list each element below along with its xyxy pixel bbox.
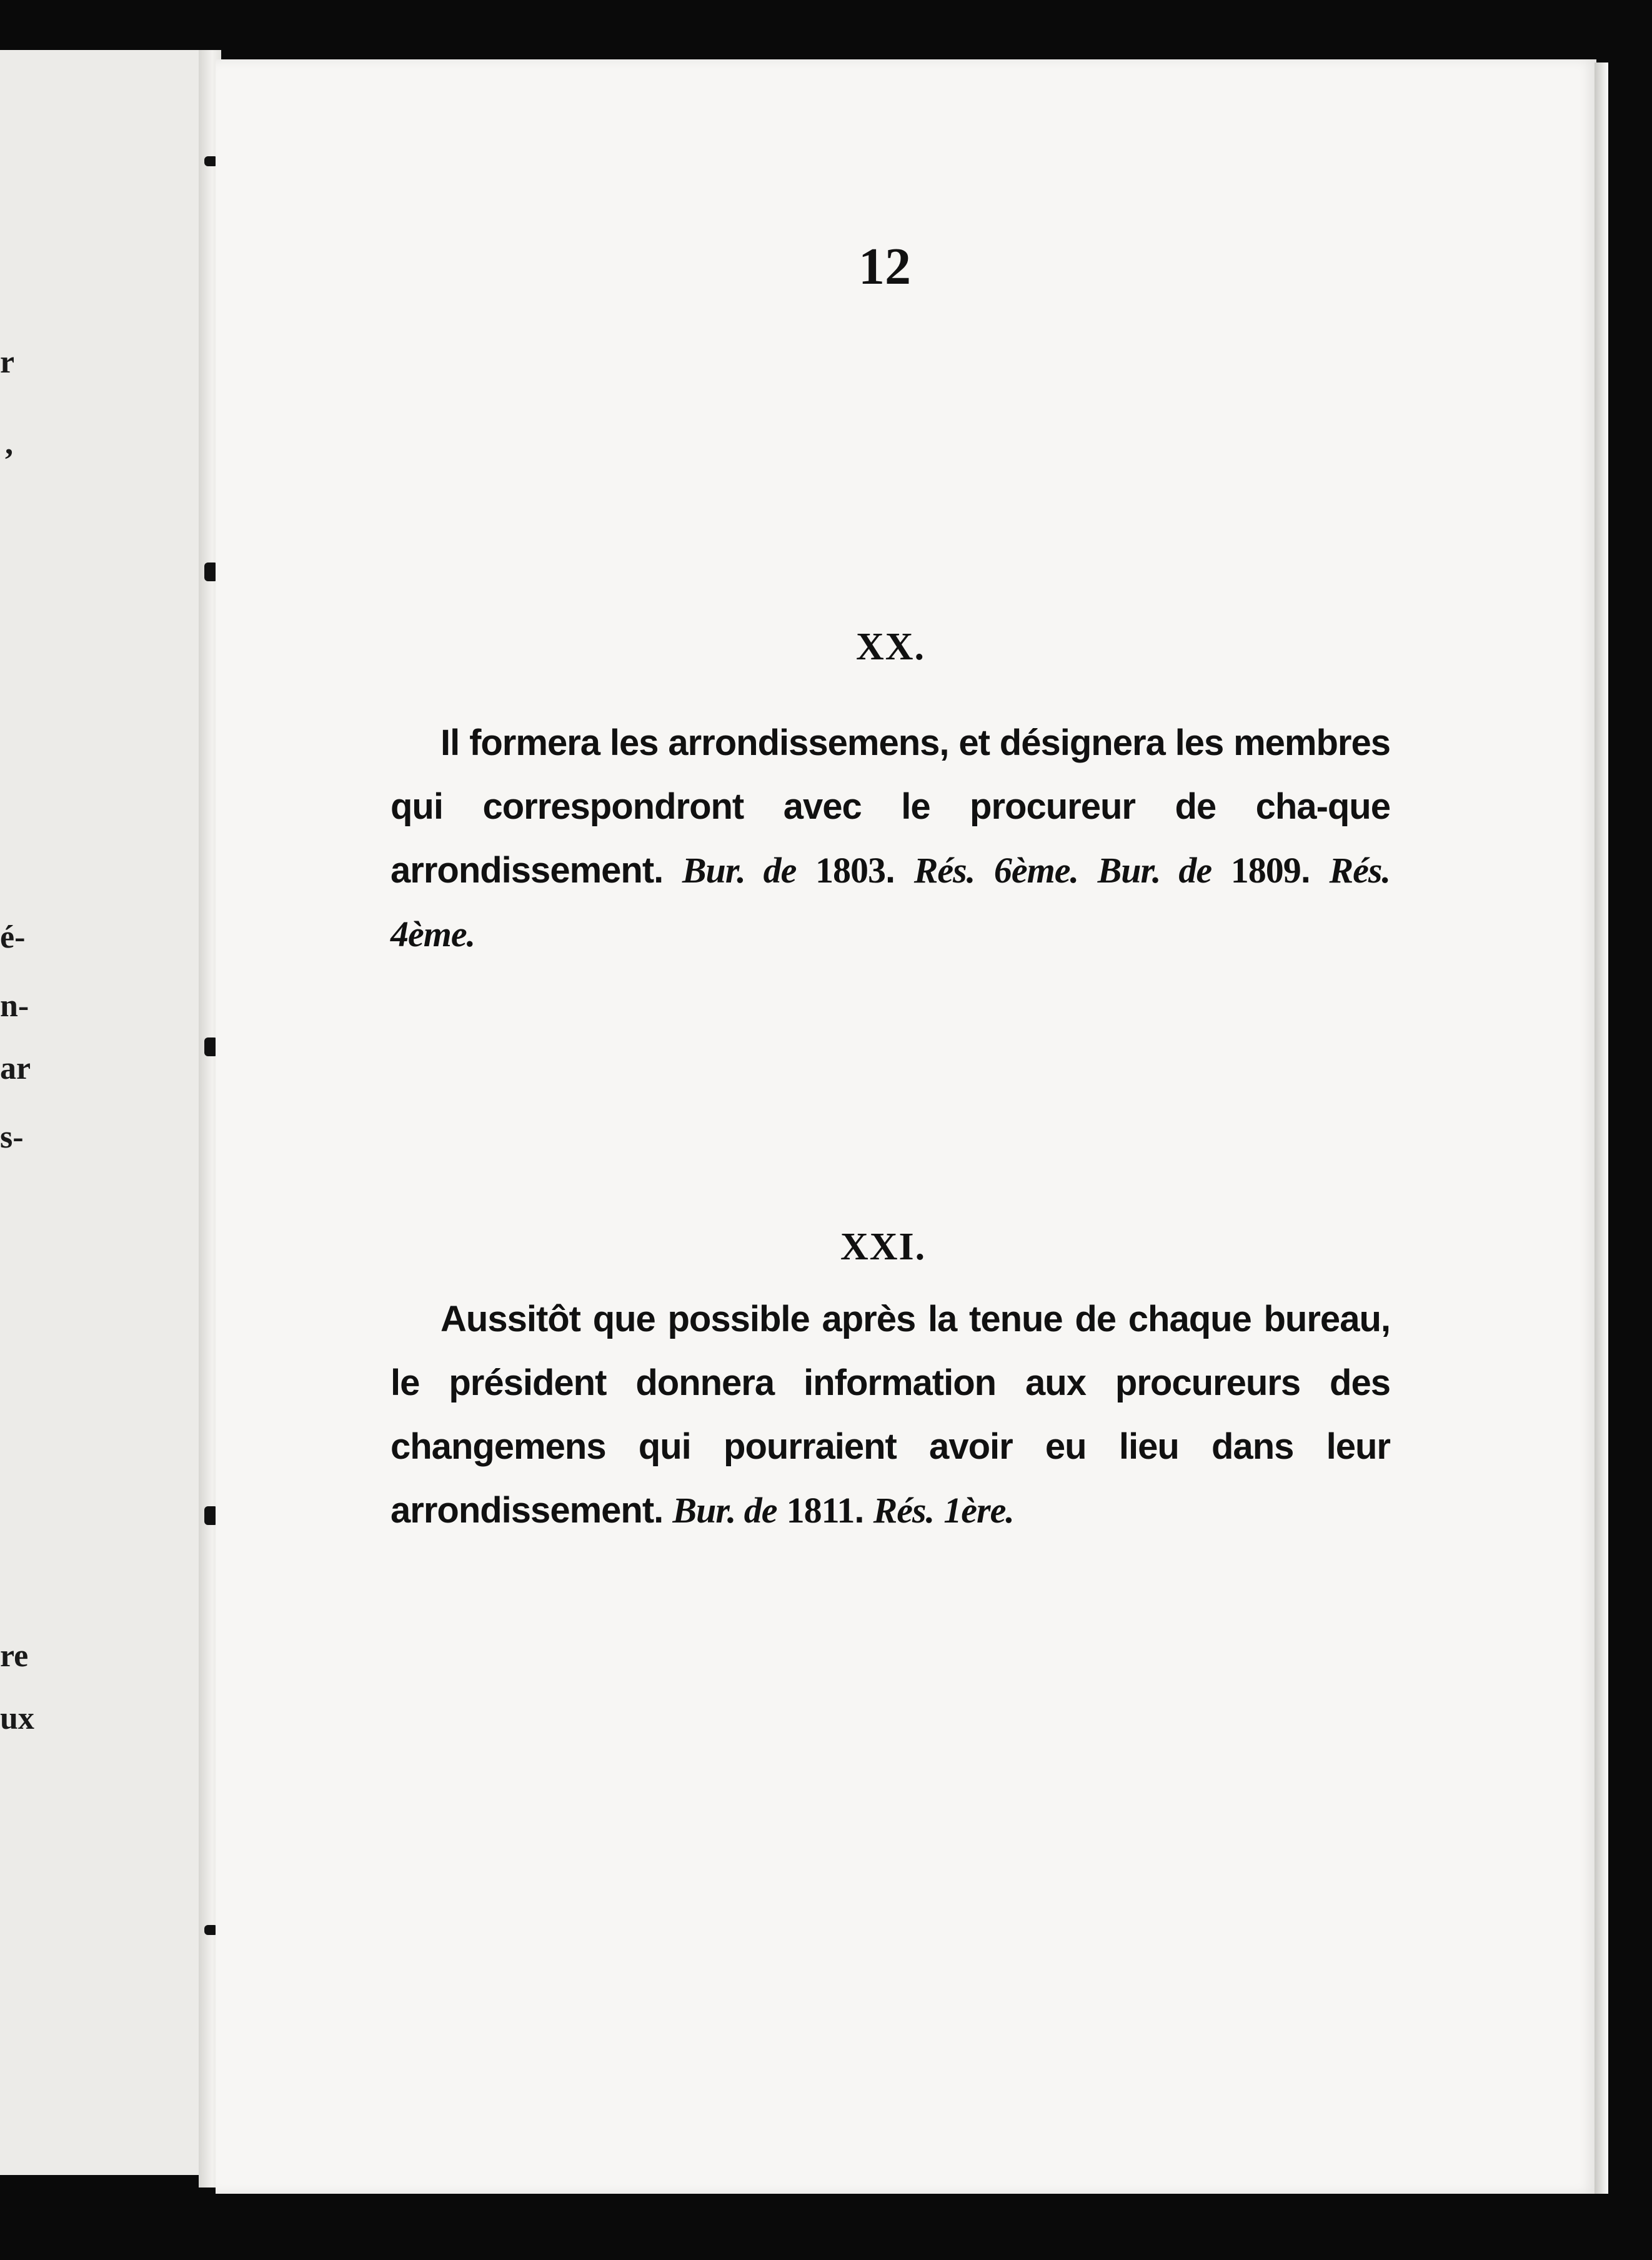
left-page [0, 50, 216, 2175]
resolution-label: Rés. [913, 850, 975, 891]
left-page-fragment: re [0, 1638, 29, 1674]
section-heading: XX. [856, 626, 926, 668]
section-paragraph: Il formera les arrondissemens, et désignera les membres qui correspondront avec le procureur de cha-que arrondissement. Bur. de 1803. Rés. 6ème. Bur. de 1809. Rés. 4ème. [391, 722, 1390, 954]
left-page-fragment: r [0, 344, 15, 380]
resolution-label: Rés. [873, 1490, 935, 1531]
reference-label: Bur. de [672, 1490, 777, 1531]
reference-year: 1811 [786, 1490, 855, 1531]
resolution-number: 4ème. [391, 914, 475, 954]
left-page-fragment: é- [0, 919, 26, 955]
page-number: 12 [858, 238, 911, 296]
reference-year: 1809 [1230, 850, 1301, 891]
left-page-fragment: ar [0, 1051, 31, 1086]
left-page-fragment: , [5, 426, 13, 461]
resolution-number: 6ème. [993, 850, 1078, 891]
left-page-fragment: ux [0, 1701, 34, 1736]
section-paragraph: Aussitôt que possible après la tenue de chaque bureau, le président donnera information aux procureurs des changemens qui pourraient avoir eu lieu dans leur arrondissement. Bur. de 1811. Rés. 1ère. [391, 1299, 1390, 1531]
left-page-fragment: s- [0, 1119, 24, 1155]
section-text: Aussitôt que possible après la tenue de chaque bureau, le président donnera information aux procureurs des changemens qui pourraient avoir eu lieu dans leur arrondissement. [391, 1299, 1390, 1531]
left-page-fragment: n- [0, 988, 29, 1024]
reference-label: Bur. de [682, 850, 797, 891]
resolution-label: Rés. [1329, 850, 1390, 891]
section-text: Il formera les arrondissemens, et désignera les membres qui correspondront avec le procureur de cha-que arrondissement. [391, 722, 1390, 891]
page-edge [1595, 62, 1608, 2194]
reference-year: 1803 [815, 850, 886, 891]
right-page [216, 59, 1596, 2194]
resolution-number: 1ère. [943, 1490, 1014, 1531]
section-heading: XXI. [840, 1226, 927, 1268]
reference-label: Bur. de [1097, 850, 1212, 891]
